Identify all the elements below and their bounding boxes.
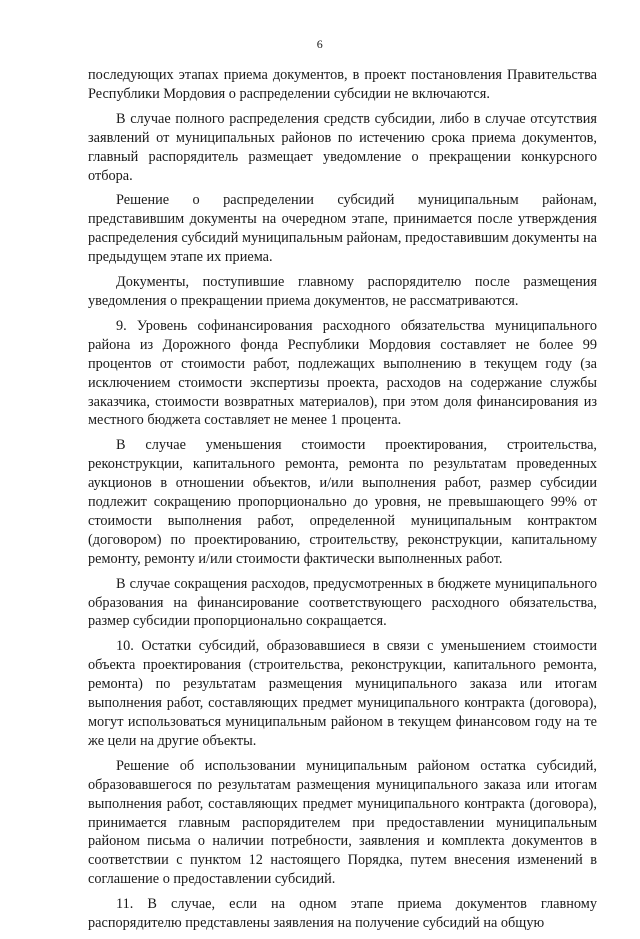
page-number: 6 <box>316 37 324 51</box>
paragraph-late-documents: Документы, поступившие главному распорядителю после размещения уведомления о прекращении приема документов, не рассматриваются. <box>88 274 597 309</box>
paragraph-item-9: 9. Уровень софинансирования расходного обязательства муниципального района из Дорожного фонда Республики Мордовия составляет не более 99 процентов от стоимости работ, подлежащих выполнению в текущем году (за исключением стоимости экспертизы проекта, расходов на содержание службы заказчика, стоимости возвратных материалов), при этом доля финансирования из местного бюджета составляет не менее 1 процента. <box>88 317 597 429</box>
paragraph-cost-reduction: В случае уменьшения стоимости проектирования, строительства, реконструкции, капитального ремонта, ремонта по результатам проведенных аукционов в отношении объектов, и/или выполнения работ, размер субсидии подлежит сокращению пропорционально до уровня, не превышающего 99% от стоимости выполнения работ, определенной муниципальным контрактом (договором) по проектированию, строительству, реконструкции, капитальному ремонту, ремонту и/или стоимости фактически выполненных работ. <box>88 437 597 567</box>
paragraph-distribution-decision: Решение о распределении субсидий муниципальным районам, представившим документы на очередном этапе, принимается после утверждения распределения субсидий муниципальным районам, предоставившим документы на предыдущем этапе их приема. <box>88 192 597 266</box>
paragraph-item-10: 10. Остатки субсидий, образовавшиеся в связи с уменьшением стоимости объекта проектирования (строительства, реконструкции, капитального ремонта, ремонта) по результатам размещения муниципального заказа или итогам выполнения работ, составляющих предмет муниципального контракта (договора), могут использоваться муниципальным районом в текущем финансовом году на те же цели на другие объекты. <box>88 638 597 749</box>
paragraph-expense-reduction: В случае сокращения расходов, предусмотренных в бюджете муниципального образования на финансирование соответствующего расходного обязательства, размер субсидии пропорционально сокращается. <box>88 575 597 630</box>
paragraph-remainder-decision: Решение об использовании муниципальным районом остатка субсидий, образовавшегося по результатам размещения муниципального заказа или итогам выполнения работ, составляющих предмет муниципального контракта (договора), принимается главным распорядителем при предоставлении муниципальным районом письма о наличии потребности, заявления и комплекта документов в соответствии с пунктом 12 настоящего Порядка, путем внесения изменений в соглашение о предоставлении субсидий. <box>88 757 597 888</box>
paragraph-item-11: 11. В случае, если на одном этапе приема документов главному распорядителю представлены заявления на получение субсидий на общую <box>88 896 597 932</box>
document-body <box>88 66 597 939</box>
paragraph-continuation: последующих этапах приема документов, в проект постановления Правительства Республики Мордовия о распределении субсидии не включаются. <box>88 67 597 102</box>
paragraph-subsidy-distribution-completion: В случае полного распределения средств субсидии, либо в случае отсутствия заявлений от муниципальных районов по истечению срока приема документов, главный распорядитель размещает уведомление о прекращении конкурсного отбора. <box>88 110 597 184</box>
